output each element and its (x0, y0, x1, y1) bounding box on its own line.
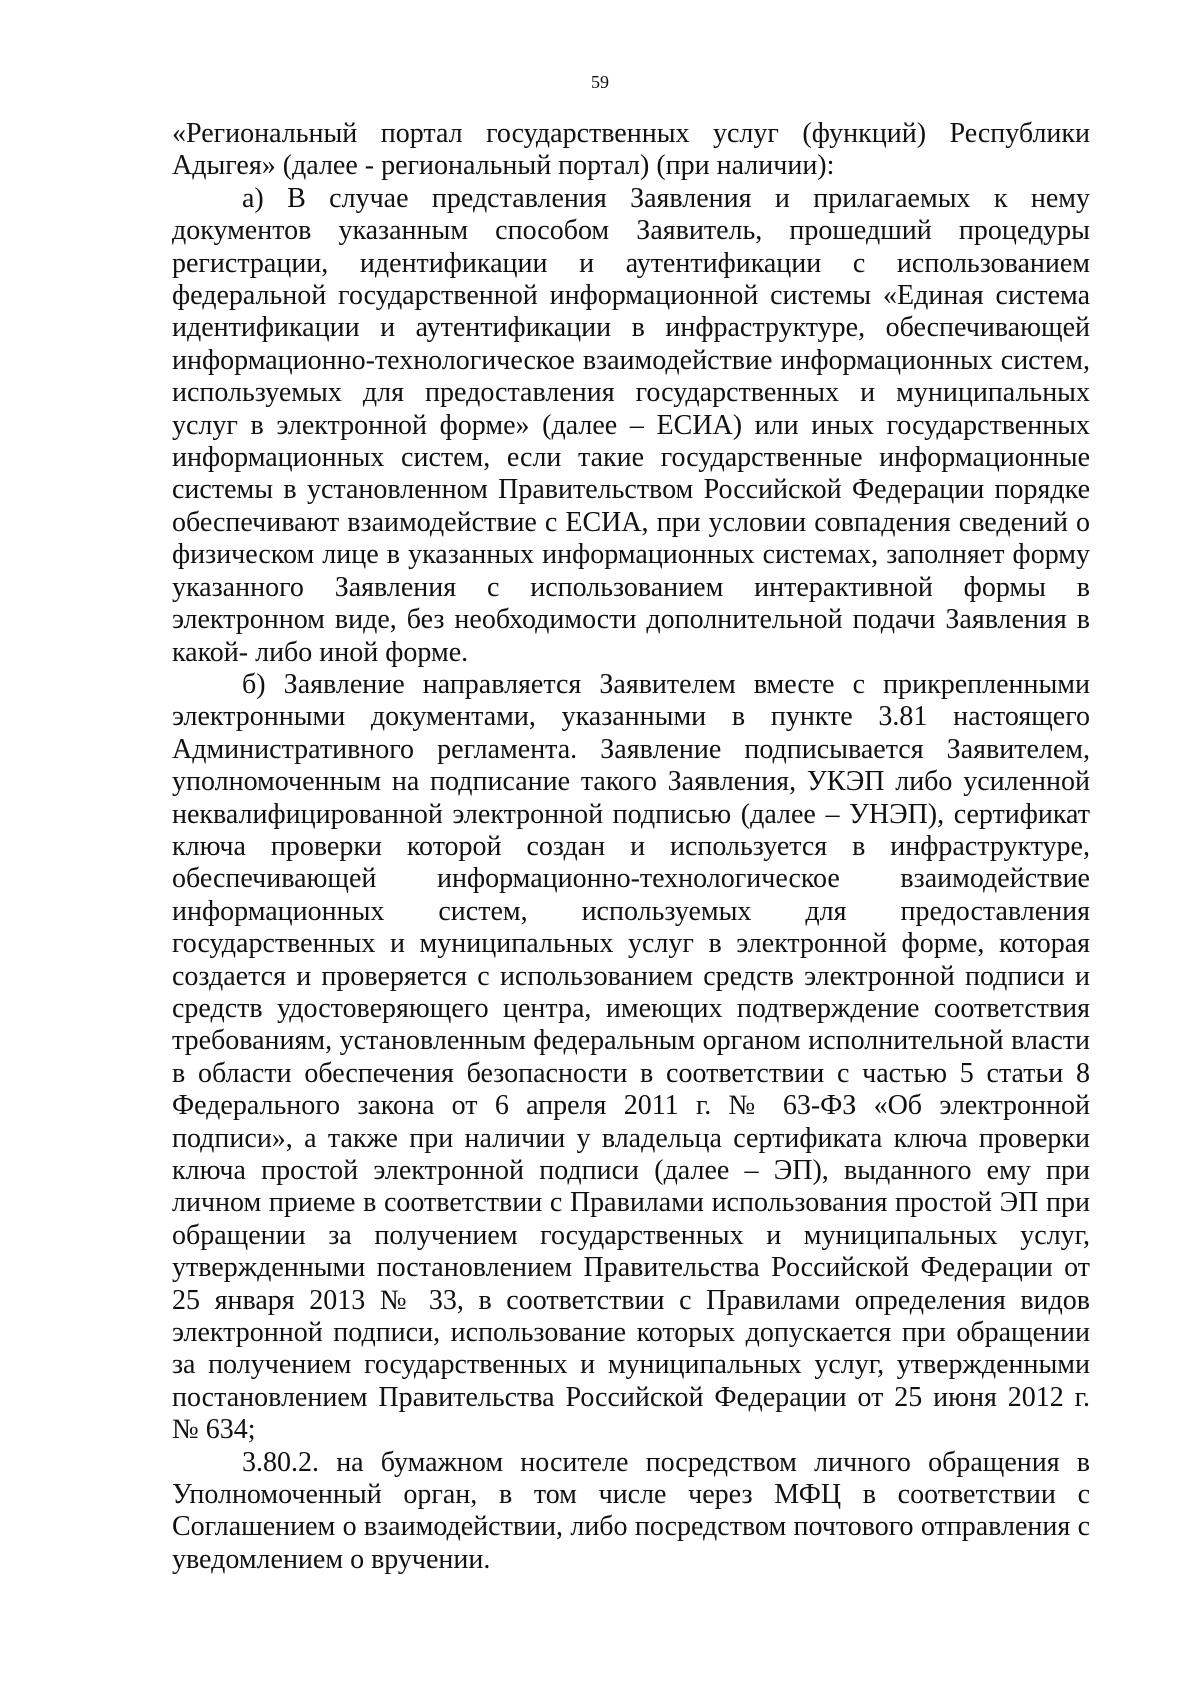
paragraph-item-b: б) Заявление направляется Заявителем вместе с прикрепленными электронными документами, указанными в пункте 3.81 настоящего Административного регламента. Заявление подписывается Заявителем, уполномоченным на подписание такого Заявления, УКЭП либо усиленной неквалифицированной электронной подписью (далее – УНЭП), сертификат ключа проверки которой создан и используется в инфраструктуре, обеспечивающей информационно-технологическое взаимодействие информационных систем, используемых для предоставления государственных и муниципальных услуг в электронной форме, которая создается и проверяется с использованием средств электронной подписи и средств удостоверяющего центра, имеющих подтверждение соответствия требованиям, установленным федеральным органом исполнительной власти в области обеспечения безопасности в соответствии с частью 5 статьи 8 Федерального закона от 6 апреля 2011 г. № 63-ФЗ «Об электронной подписи», а также при наличии у владельца сертификата ключа проверки ключа простой электронной подписи (далее – ЭП), выданного ему при личном приеме в соответствии с Правилами использования простой ЭП при обращении за получением государственных и муниципальных услуг, утвержденными постановлением Правительства Российской Федерации от 25 января 2013 № 33, в соответствии с Правилами определения видов электронной подписи, использование которых допускается при обращении за получением государственных и муниципальных услуг, утвержденными постановлением Правительства Российской Федерации от 25 июня 2012 г. № 634; (172, 668, 1090, 1446)
paragraph-item-a: а) В случае представления Заявления и прилагаемых к нему документов указанным способом Заявитель, прошедший процедуры регистрации, идентификации и аутентификации с использованием федеральной государственной информационной системы «Единая система идентификации и аутентификации в инфраструктуре, обеспечивающей информационно-технологическое взаимодействие информационных систем, используемых для предоставления государственных и муниципальных услуг в электронной форме» (далее – ЕСИА) или иных государственных информационных систем, если такие государственные информационные системы в установленном Правительством Российской Федерации порядке обеспечивают взаимодействие с ЕСИА, при условии совпадения сведений о физическом лице в указанных информационных системах, заполняет форму указанного Заявления с использованием интерактивной формы в электронном виде, без необходимости дополнительной подачи Заявления в какой- либо иной форме. (172, 182, 1090, 668)
document-body (172, 118, 1090, 1576)
paragraph-intro: «Региональный портал государственных услуг (функций) Республики Адыгея» (далее - региональный портал) (при наличии): (172, 118, 1090, 182)
page-number: 59 (591, 72, 609, 92)
paragraph-3-80-2: 3.80.2. на бумажном носителе посредством личного обращения в Уполномоченный орган, в том числе через МФЦ в соответствии с Соглашением о взаимодействии, либо посредством почтового отправления с уведомлением о вручении. (172, 1446, 1090, 1575)
